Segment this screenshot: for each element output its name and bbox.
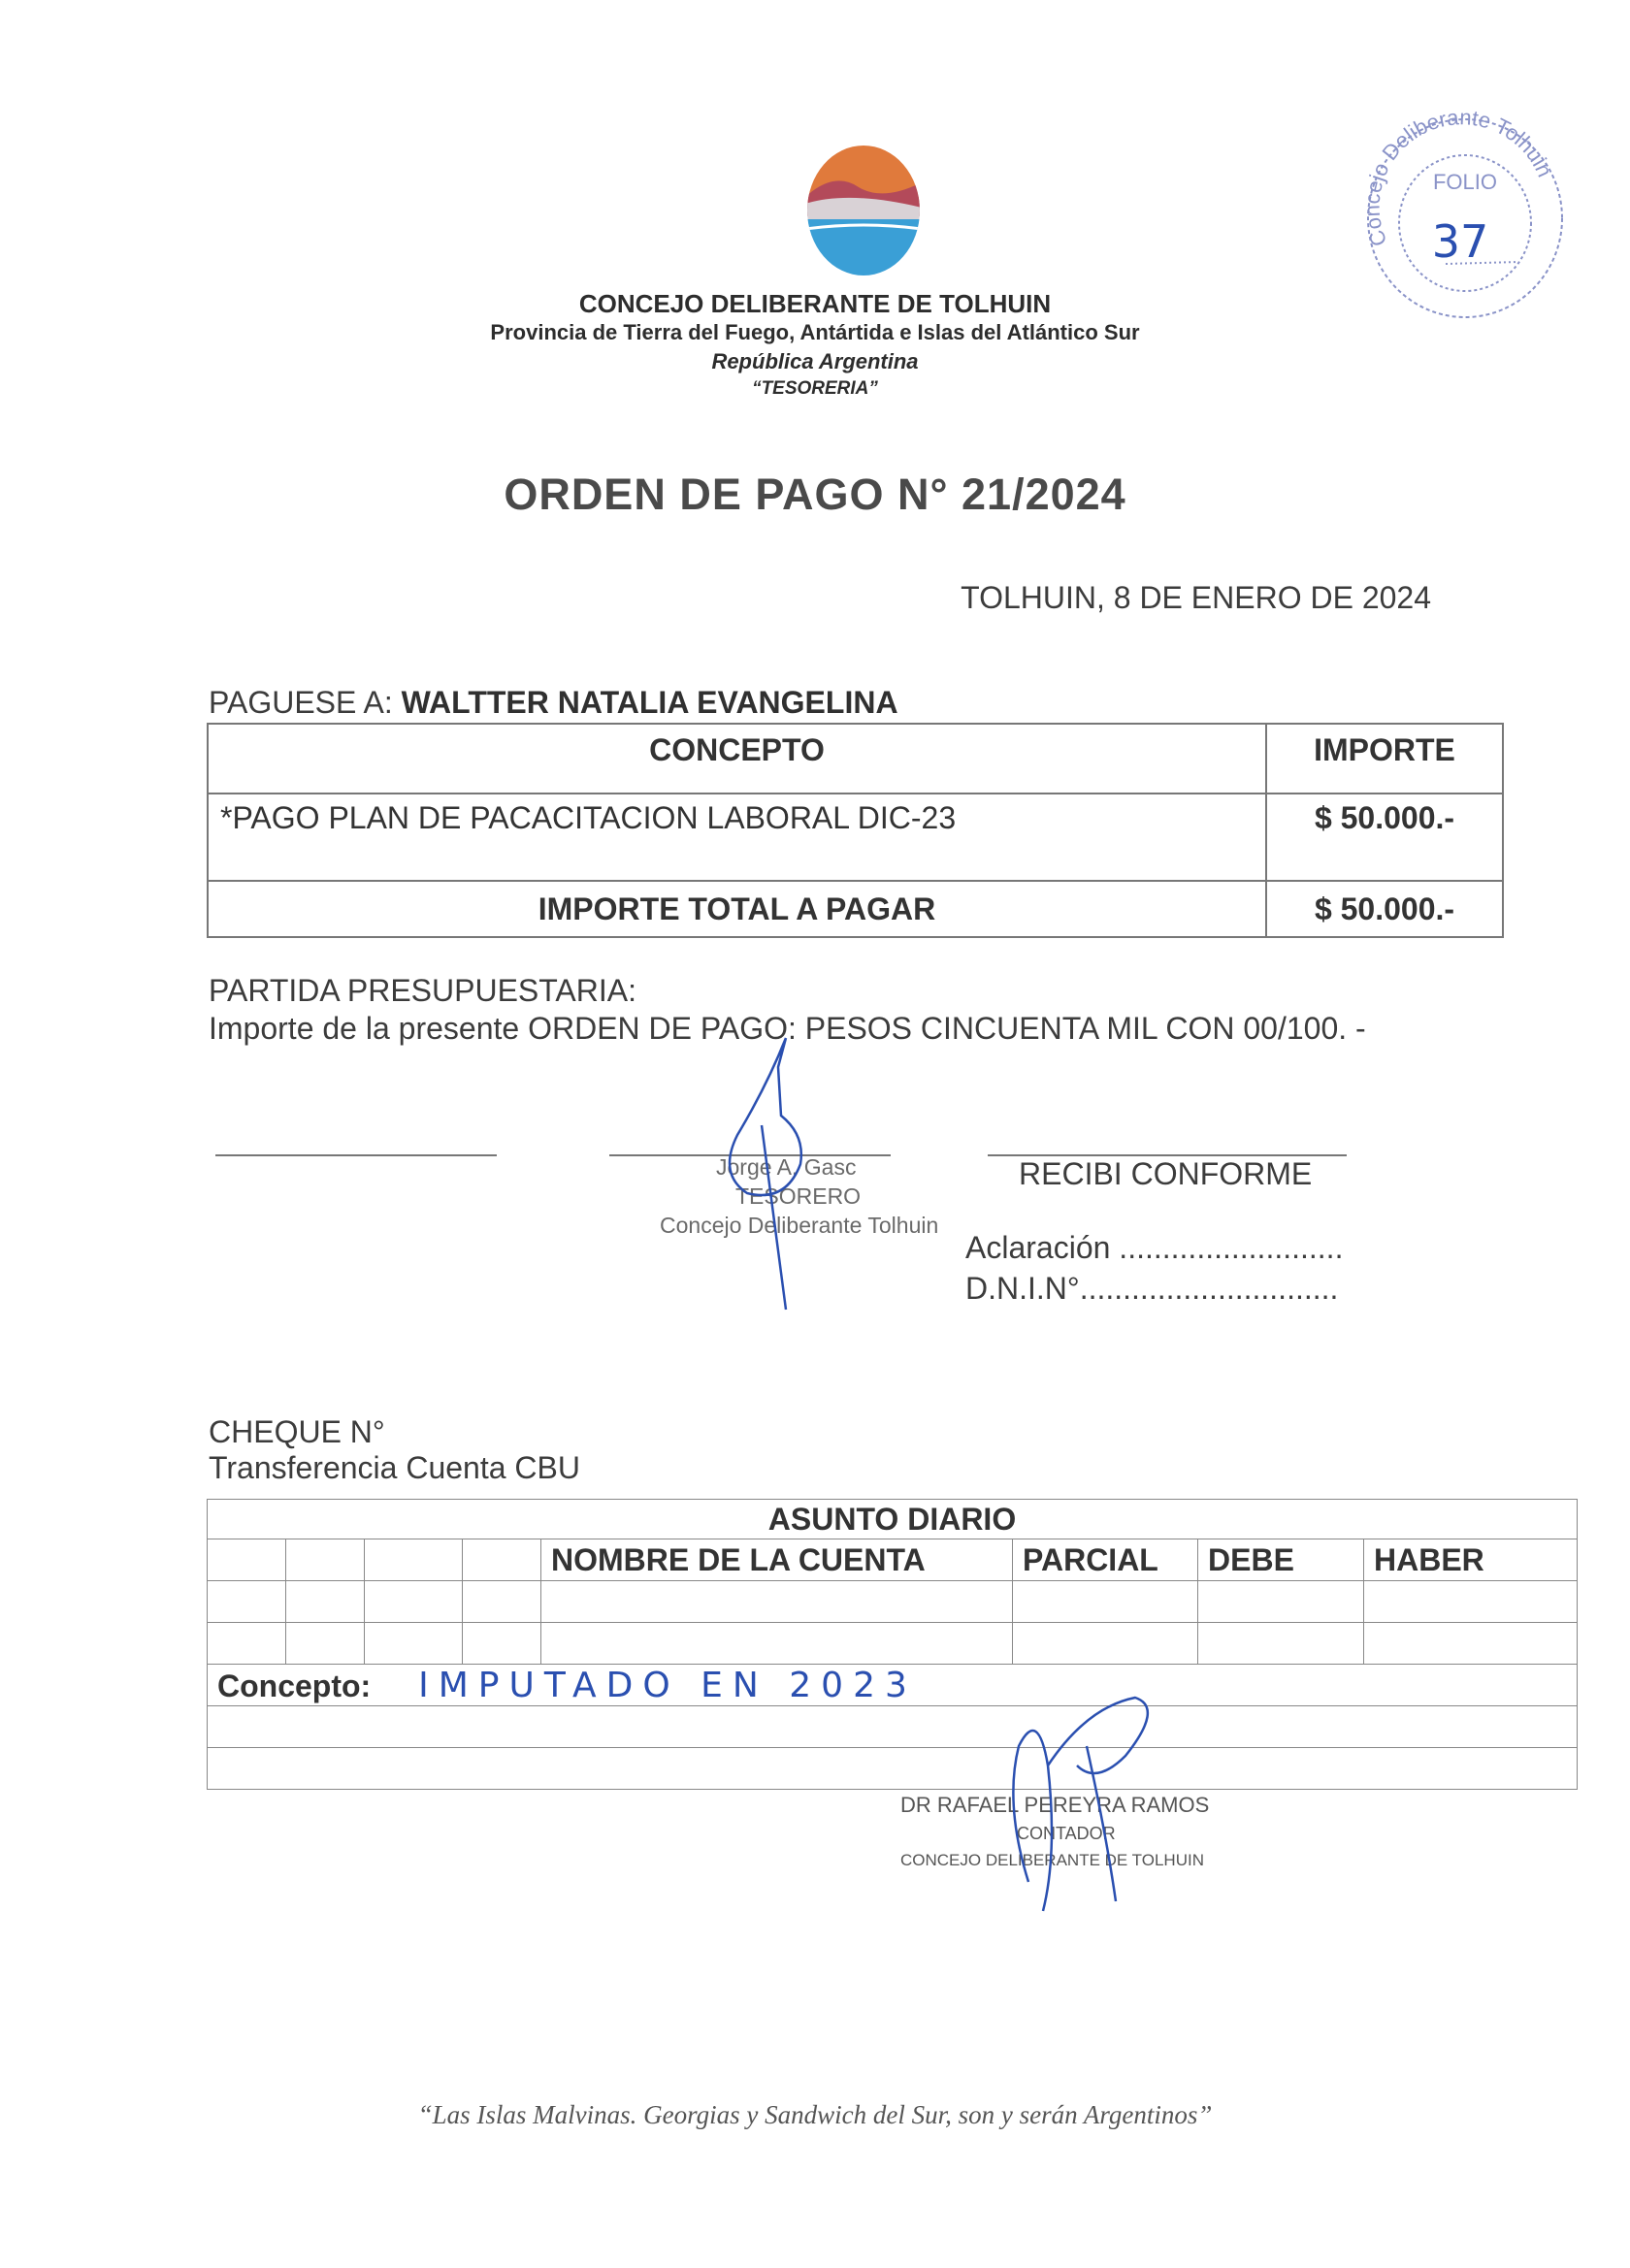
col-haber: HABER	[1364, 1539, 1578, 1581]
council-logo	[805, 144, 922, 277]
order-date: TOLHUIN, 8 DE ENERO DE 2024	[961, 580, 1431, 615]
journal-title: ASUNTO DIARIO	[208, 1500, 1578, 1539]
payee-line	[209, 685, 898, 721]
stamp-folio-number: 37	[1431, 215, 1489, 268]
payee-name: WALTTER NATALIA EVANGELINA	[401, 685, 898, 720]
col-debe: DEBE	[1198, 1539, 1364, 1581]
col-importe: IMPORTE	[1266, 724, 1503, 794]
folio-stamp	[1358, 107, 1572, 330]
journal-concepto-handwriting: IMPUTADO EN 2023	[418, 1665, 917, 1705]
total-amount: $ 50.000.-	[1266, 881, 1503, 937]
journal-header-row	[208, 1539, 1578, 1581]
order-title: ORDEN DE PAGO N° 21/2024	[504, 470, 1126, 519]
journal-row	[208, 1706, 1578, 1748]
concept-table	[207, 723, 1504, 938]
partida-label: PARTIDA PRESUPUESTARIA:	[209, 973, 636, 1008]
journal-cell	[208, 1539, 286, 1581]
receipt-aclaracion: Aclaración ..........................	[965, 1230, 1344, 1265]
col-nombre-cuenta: NOMBRE DE LA CUENTA	[541, 1539, 1013, 1581]
journal-cell	[365, 1539, 463, 1581]
tesorero-name: Jorge A. Gasc	[716, 1154, 857, 1180]
col-concepto: CONCEPTO	[208, 724, 1266, 794]
contador-name: DR RAFAEL PEREYRA RAMOS	[900, 1793, 1210, 1817]
journal-table	[207, 1499, 1578, 1790]
tesorero-role: TESORERO	[735, 1183, 862, 1209]
receipt-title: RECIBI CONFORME	[1019, 1156, 1313, 1191]
concept-table-header	[208, 724, 1503, 794]
country-name: República Argentina	[711, 349, 919, 373]
importe-text: Importe de la presente ORDEN DE PAGO: PESOS CINCUENTA MIL CON 00/100. -	[209, 1011, 1366, 1046]
stamp-ring-text: Concejo Deliberante Tolhuin	[1359, 107, 1557, 250]
journal-row	[208, 1623, 1578, 1665]
tesorero-signature	[708, 1028, 825, 1319]
concept-row	[208, 794, 1503, 881]
receipt-dni: D.N.I.N°..............................	[965, 1271, 1339, 1306]
payee-label: PAGUESE A:	[209, 685, 393, 720]
journal-concepto-row	[208, 1665, 1578, 1706]
journal-row	[208, 1581, 1578, 1623]
department-name: “TESORERIA”	[752, 378, 878, 399]
journal-title-row	[208, 1500, 1578, 1539]
tesorero-org: Concejo Deliberante Tolhuin	[660, 1213, 939, 1238]
concept-description: *PAGO PLAN DE PACACITACION LABORAL DIC-23	[208, 794, 1266, 881]
signature-line-1	[215, 1154, 497, 1156]
contador-signature	[990, 1688, 1174, 1921]
contador-org: CONCEJO DELIBERANTE DE TOLHUIN	[900, 1851, 1204, 1869]
journal-row	[208, 1748, 1578, 1790]
total-label: IMPORTE TOTAL A PAGAR	[208, 881, 1266, 937]
total-row	[208, 881, 1503, 937]
journal-cell	[286, 1539, 365, 1581]
contador-role: CONTADOR	[1017, 1824, 1116, 1843]
journal-cell	[463, 1539, 541, 1581]
cheque-label: CHEQUE N°	[209, 1414, 385, 1449]
org-name: CONCEJO DELIBERANTE DE TOLHUIN	[578, 289, 1052, 318]
footer-quote: “Las Islas Malvinas. Georgias y Sandwich del Sur, son y serán Argentinos”	[417, 2100, 1213, 2129]
concept-amount: $ 50.000.-	[1266, 794, 1503, 881]
stamp-folio-label: FOLIO	[1432, 170, 1498, 194]
province-name: Provincia de Tierra del Fuego, Antártida e Islas del Atlántico Sur	[490, 320, 1140, 344]
journal-concepto-label: Concepto:	[217, 1668, 372, 1703]
transfer-label: Transferencia Cuenta CBU	[209, 1450, 580, 1485]
col-parcial: PARCIAL	[1013, 1539, 1198, 1581]
